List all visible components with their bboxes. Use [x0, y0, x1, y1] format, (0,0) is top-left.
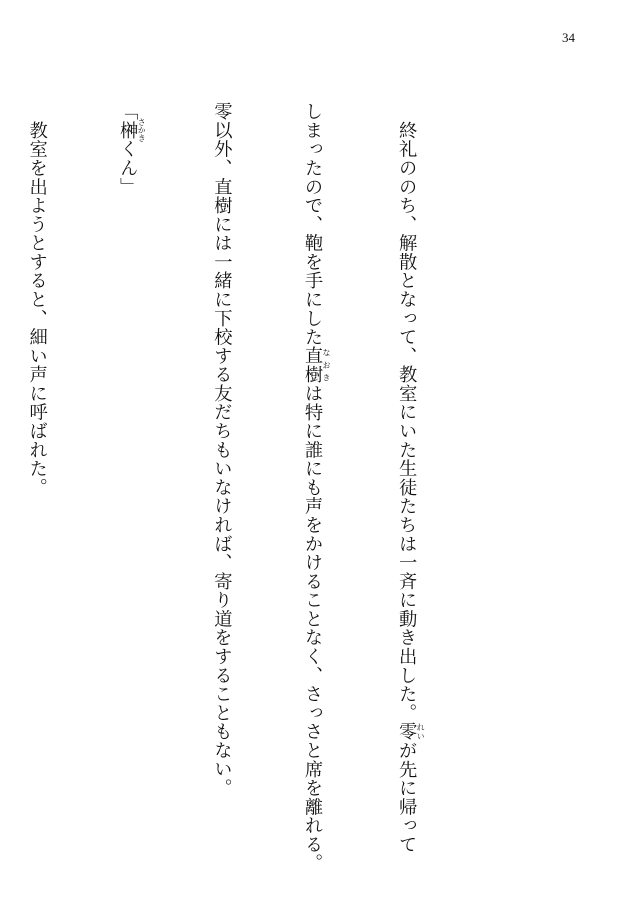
text-line-5: 教室を出ようとすると、細い声に呼ばれた。	[26, 102, 48, 497]
ruby-base: 直樹	[301, 346, 323, 384]
ruby-reading: なおき	[321, 346, 331, 384]
text-line-3: 零以外、直樹には一緒に下校する友だちもいなければ、寄り道をすることもない。	[211, 102, 233, 798]
text-line-1	[391, 102, 425, 872]
ruby-base: 榊	[117, 118, 139, 143]
text-segment: しまったので、鞄を手にした	[301, 102, 323, 347]
body-text	[0, 102, 485, 872]
ruby-base: 零	[396, 722, 418, 741]
ruby-reading: れい	[416, 722, 426, 741]
ruby-sakaki	[117, 118, 147, 143]
ruby-rei	[396, 722, 426, 741]
ruby-naoki	[301, 346, 331, 384]
text-segment: は特に誰にも声をかけることなく、さっさと席を離れる。	[301, 383, 323, 873]
text-segment: 終礼ののち、解散となって、教室にいた生徒たちは一斉に動き出した。	[396, 102, 418, 723]
text-segment: 「	[117, 102, 139, 121]
text-line-2	[297, 102, 331, 872]
text-segment: が先に帰って	[396, 740, 418, 854]
text-line-4	[112, 102, 146, 872]
text-segment: くん」	[117, 139, 139, 196]
page-number: 34	[562, 30, 575, 45]
ruby-reading: さかき	[137, 118, 147, 143]
